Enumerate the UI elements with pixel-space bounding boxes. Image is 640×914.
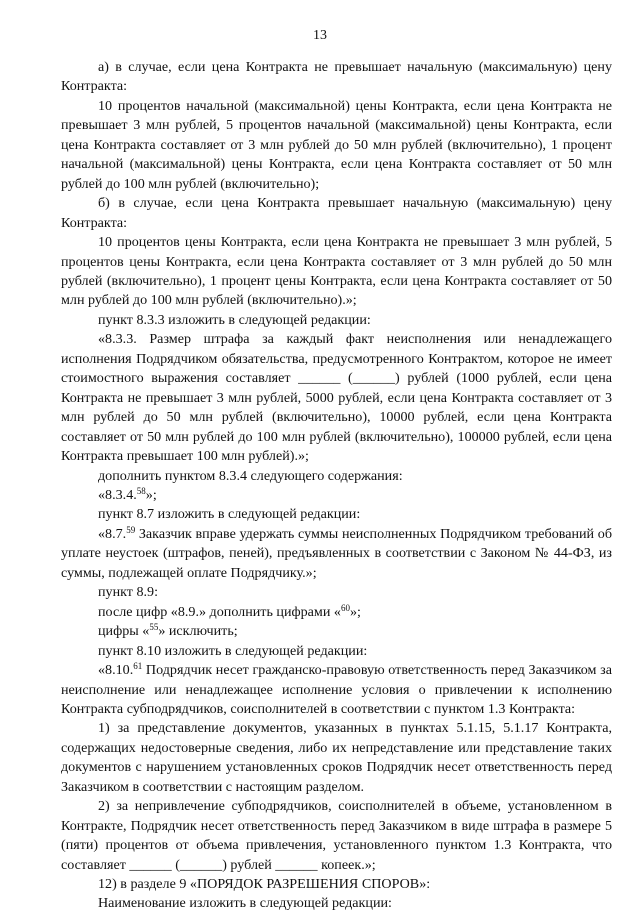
- clause-8-10-text: Подрядчик несет гражданско-правовую ответственность перед Заказчиком за неисполнение или ненадлежащее исполнение условия о привлечении к исполнению Контракта субподрядчиков, соисполнителей в соответствии с пунктом 1.3 Контракта:: [61, 662, 612, 717]
- clause-8-3-4-tail: »;: [145, 486, 157, 503]
- paragraph-clause-8-7: [61, 525, 612, 583]
- paragraph-item-8-9: пункт 8.9:: [98, 584, 159, 601]
- clause-8-10-number: «8.10.: [98, 662, 134, 679]
- footnote-ref-58: 58: [136, 485, 146, 496]
- add-digits-text: после цифр «8.9.» дополнить цифрами «: [98, 603, 341, 620]
- paragraph-amend-8-3-3: пункт 8.3.3 изложить в следующей редакции:: [98, 311, 371, 328]
- clause-8-7-number: «8.7.: [98, 525, 127, 542]
- footnote-ref-61: 61: [133, 661, 143, 672]
- paragraph-remove-digits: [61, 622, 612, 641]
- paragraph-case-a: а) в случае, если цена Контракта не превышает начальную (максимальную) цену Контракта:: [61, 59, 612, 95]
- paragraph-clause-8-3-3: «8.3.3. Размер штрафа за каждый факт неисполнения или ненадлежащего исполнения Подрядчиком обязательства, предусмотренного Контрактом, которое не имеет стоимостного выражения составляет ______ (______) рублей (1000 рублей, если цена Контракта не превышает 3 млн рублей, 5000 рублей, если цена Контракта составляет от 3 млн рублей до 50 млн рублей (включительно), 10000 рублей, если цена Контракта составляет от 50 млн рублей до 100 млн рублей (включительно), 100000 рублей, если цена Контракта превышает 100 млн рублей).»;: [61, 331, 612, 465]
- paragraph-case-b: б) в случае, если цена Контракта превышает начальную (максимальную) цену Контракта:: [61, 195, 612, 231]
- footnote-ref-55: 55: [149, 622, 159, 633]
- footnote-ref-60: 60: [340, 602, 350, 613]
- paragraph-clause-8-10: [61, 661, 612, 719]
- paragraph-amend-8-7: пункт 8.7 изложить в следующей редакции:: [98, 506, 361, 523]
- paragraph-clause-8-3-4: [61, 486, 612, 505]
- clause-8-7-text: Заказчик вправе удержать суммы неисполненных Подрядчиком требований об уплате неустоек (штрафов, пеней), предъявленных в соответствии с Законом № 44-ФЗ, из суммы, подлежащей оплате Подрядчику.»;: [61, 525, 612, 581]
- paragraph-subclause-2: 2) за непривлечение субподрядчиков, соисполнителей в объеме, установленном в Контракте, Подрядчик несет ответственность перед Заказчиком в виде штрафа в размере 5 (пяти) процентов от объема привлечения, установленного пунктом 1.3 Контракта, что составляет ______ (______) рублей ______ копеек.»;: [61, 798, 612, 873]
- paragraph-add-8-3-4: дополнить пунктом 8.3.4 следующего содержания:: [98, 467, 403, 484]
- footnote-ref-59: 59: [126, 524, 136, 535]
- paragraph-add-digits: [61, 603, 612, 622]
- clause-8-3-4-text: «8.3.4.: [98, 486, 137, 503]
- remove-digits-text: цифры «: [98, 623, 150, 640]
- add-digits-tail: »;: [349, 603, 361, 620]
- page-number: 13: [313, 28, 327, 43]
- paragraph-penalty-contract-price: 10 процентов цены Контракта, если цена Контракта не превышает 3 млн рублей, 5 процентов цены Контракта, если цена Контракта составляет от 3 млн рублей до 50 млн рублей (включительно), 1 процент цены Контракта, если цена Контракта составляет от 50 млн рублей до 100 млн рублей (включительно).»;: [61, 234, 612, 309]
- paragraph-subclause-1: 1) за представление документов, указанных в пунктах 5.1.15, 5.1.17 Контракта, содержащих недостоверные сведения, либо их непредставление или представление таких документов с нарушением установленных сроков Подрядчик несет ответственность перед Заказчиком в соответствии с настоящим разделом.: [61, 720, 612, 795]
- paragraph-section-9: 12) в разделе 9 «ПОРЯДОК РАЗРЕШЕНИЯ СПОРОВ»:: [98, 876, 431, 893]
- paragraph-amend-8-10: пункт 8.10 изложить в следующей редакции:: [98, 642, 368, 659]
- paragraph-heading-amend: Наименование изложить в следующей редакции:: [98, 895, 392, 912]
- remove-digits-tail: » исключить;: [158, 623, 238, 640]
- paragraph-penalty-initial-price: 10 процентов начальной (максимальной) цены Контракта, если цена Контракта не превышает 3 млн рублей, 5 процентов начальной (максимальной) цены Контракта, если цена Контракта составляет от 3 млн рублей до 50 млн рублей (включительно), 1 процент начальной (максимальной) цены Контракта, если цена Контракта составляет от 50 млн рублей до 100 млн рублей (включительно);: [61, 97, 612, 192]
- document-body: [61, 58, 612, 914]
